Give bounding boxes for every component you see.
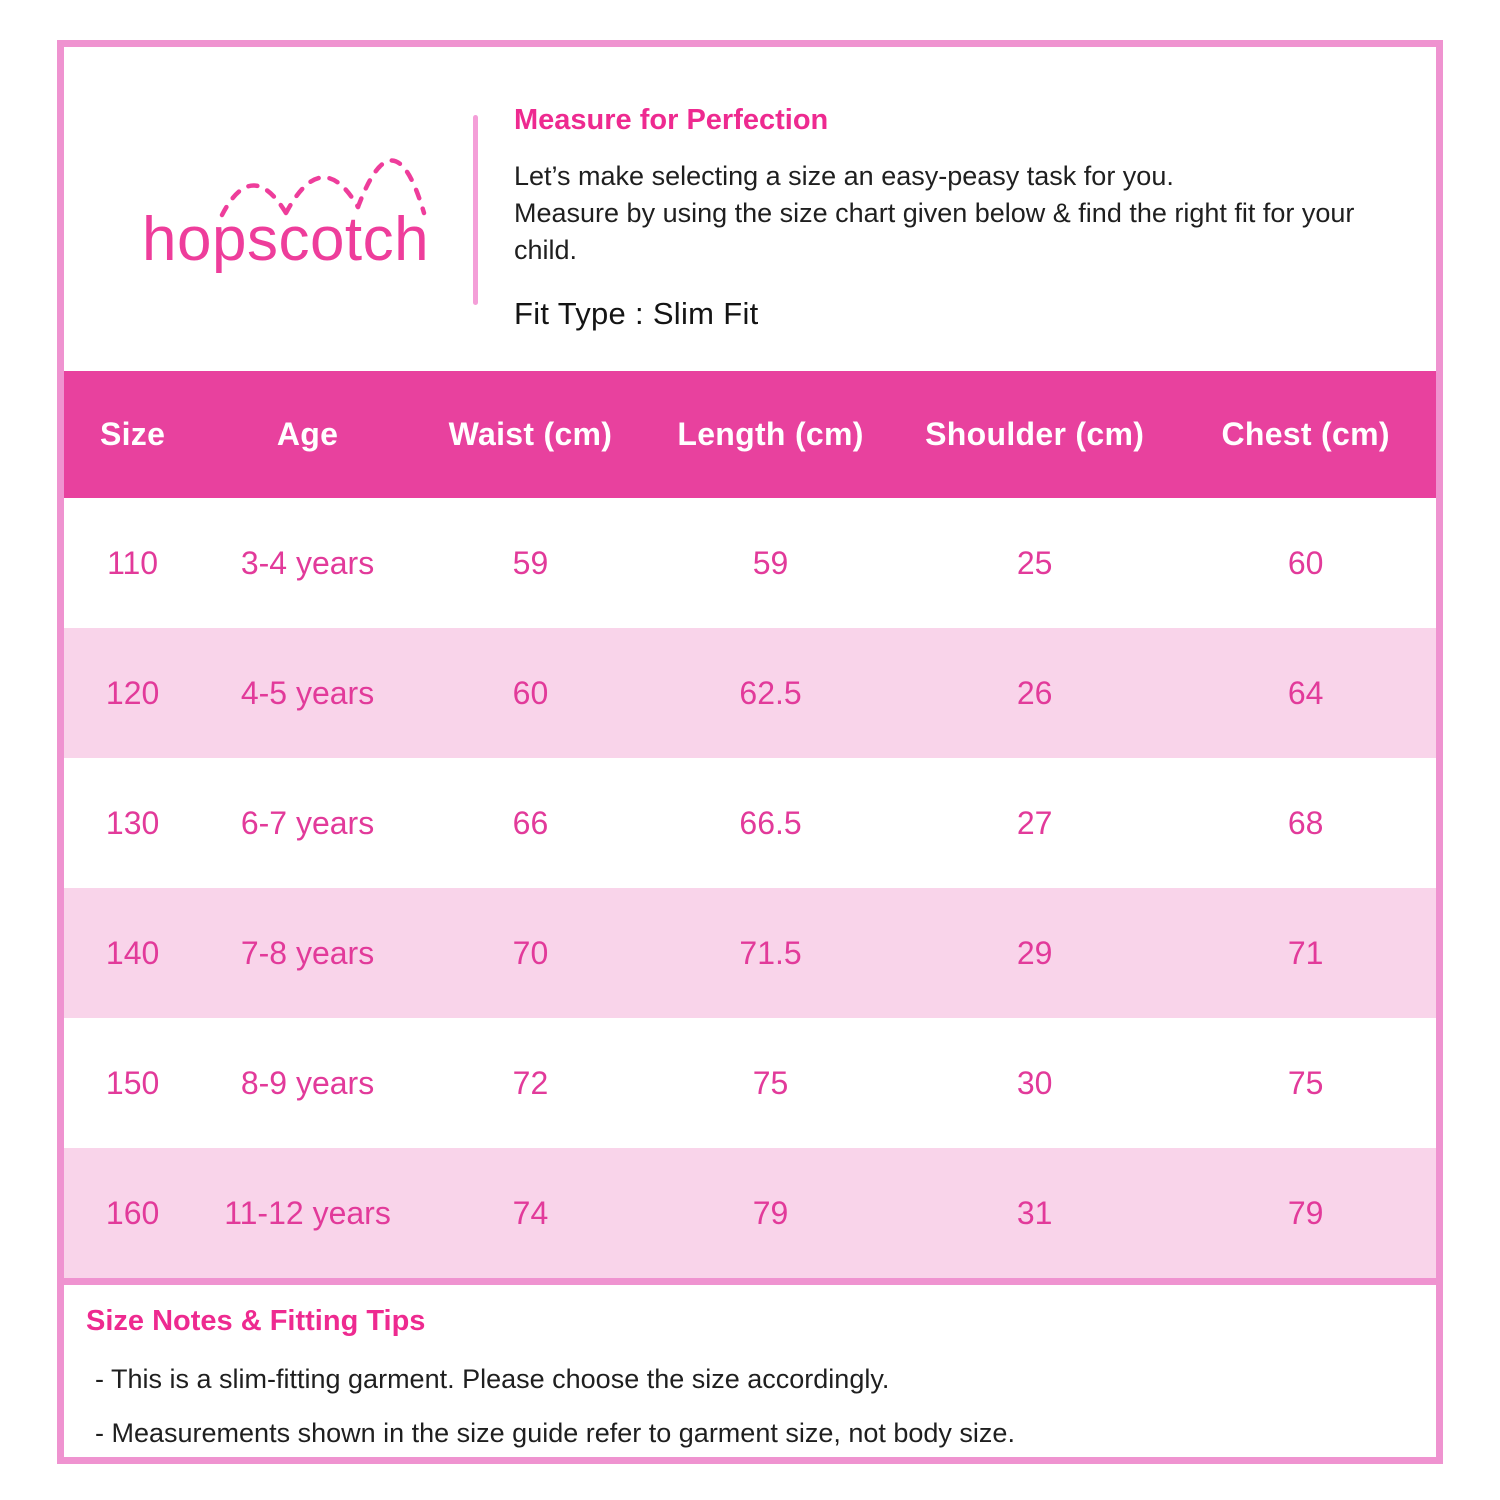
cell-waist: 70 [414, 888, 647, 1018]
size-notes-section [86, 1305, 1406, 1473]
column-header-age: Age [201, 371, 414, 498]
column-header-shoulder: Shoulder (cm) [894, 371, 1175, 498]
cell-size: 130 [64, 758, 201, 888]
cell-size: 140 [64, 888, 201, 1018]
cell-size: 150 [64, 1018, 201, 1148]
column-header-length: Length (cm) [647, 371, 894, 498]
cell-size: 110 [64, 498, 201, 628]
cell-length: 75 [647, 1018, 894, 1148]
cell-shoulder: 31 [894, 1148, 1175, 1278]
cell-length: 66.5 [647, 758, 894, 888]
cell-shoulder: 30 [894, 1018, 1175, 1148]
cell-length: 79 [647, 1148, 894, 1278]
hopscotch-logo [142, 123, 492, 318]
horizontal-rule [64, 1278, 1436, 1285]
cell-chest: 60 [1175, 498, 1436, 628]
cell-shoulder: 29 [894, 888, 1175, 1018]
size-notes-heading: Size Notes & Fitting Tips [86, 1305, 426, 1337]
cell-size: 160 [64, 1148, 201, 1278]
cell-waist: 59 [414, 498, 647, 628]
intro-line: Let’s make selecting a size an easy-peasy task for you. [514, 161, 1174, 191]
table-row [64, 888, 1436, 1018]
cell-chest: 75 [1175, 1018, 1436, 1148]
cell-shoulder: 25 [894, 498, 1175, 628]
cell-age: 4-5 years [201, 628, 414, 758]
table-row [64, 1018, 1436, 1148]
cell-waist: 72 [414, 1018, 647, 1148]
cell-chest: 71 [1175, 888, 1436, 1018]
cell-size: 120 [64, 628, 201, 758]
intro-line: Measure by using the size chart given below & find the right fit for your [514, 198, 1355, 228]
intro-block [514, 105, 1404, 332]
cell-chest: 79 [1175, 1148, 1436, 1278]
cell-age: 7-8 years [201, 888, 414, 1018]
intro-heading: Measure for Perfection [514, 104, 829, 136]
cell-age: 11-12 years [201, 1148, 414, 1278]
size-note-item: - Measurements shown in the size guide refer to garment size, not body size. [95, 1418, 1015, 1448]
cell-waist: 74 [414, 1148, 647, 1278]
cell-chest: 68 [1175, 758, 1436, 888]
cell-length: 71.5 [647, 888, 894, 1018]
table-row [64, 758, 1436, 888]
fit-type-label: Fit Type : Slim Fit [514, 296, 759, 331]
column-header-chest: Chest (cm) [1175, 371, 1436, 498]
size-table [64, 371, 1436, 1278]
column-header-waist: Waist (cm) [414, 371, 647, 498]
cell-age: 3-4 years [201, 498, 414, 628]
table-row [64, 1148, 1436, 1278]
table-row [64, 628, 1436, 758]
hopscotch-logo-text: hopscotch [142, 205, 430, 274]
cell-length: 59 [647, 498, 894, 628]
cell-chest: 64 [1175, 628, 1436, 758]
size-chart-card [57, 40, 1443, 1464]
cell-shoulder: 26 [894, 628, 1175, 758]
cell-waist: 60 [414, 628, 647, 758]
intro-line: child. [514, 235, 578, 265]
cell-age: 6-7 years [201, 758, 414, 888]
table-header-row [64, 371, 1436, 498]
cell-waist: 66 [414, 758, 647, 888]
cell-shoulder: 27 [894, 758, 1175, 888]
vertical-divider [473, 115, 478, 305]
cell-age: 8-9 years [201, 1018, 414, 1148]
table-row [64, 498, 1436, 628]
cell-length: 62.5 [647, 628, 894, 758]
size-note-item: - This is a slim-fitting garment. Please choose the size accordingly. [95, 1364, 890, 1394]
column-header-size: Size [64, 371, 201, 498]
